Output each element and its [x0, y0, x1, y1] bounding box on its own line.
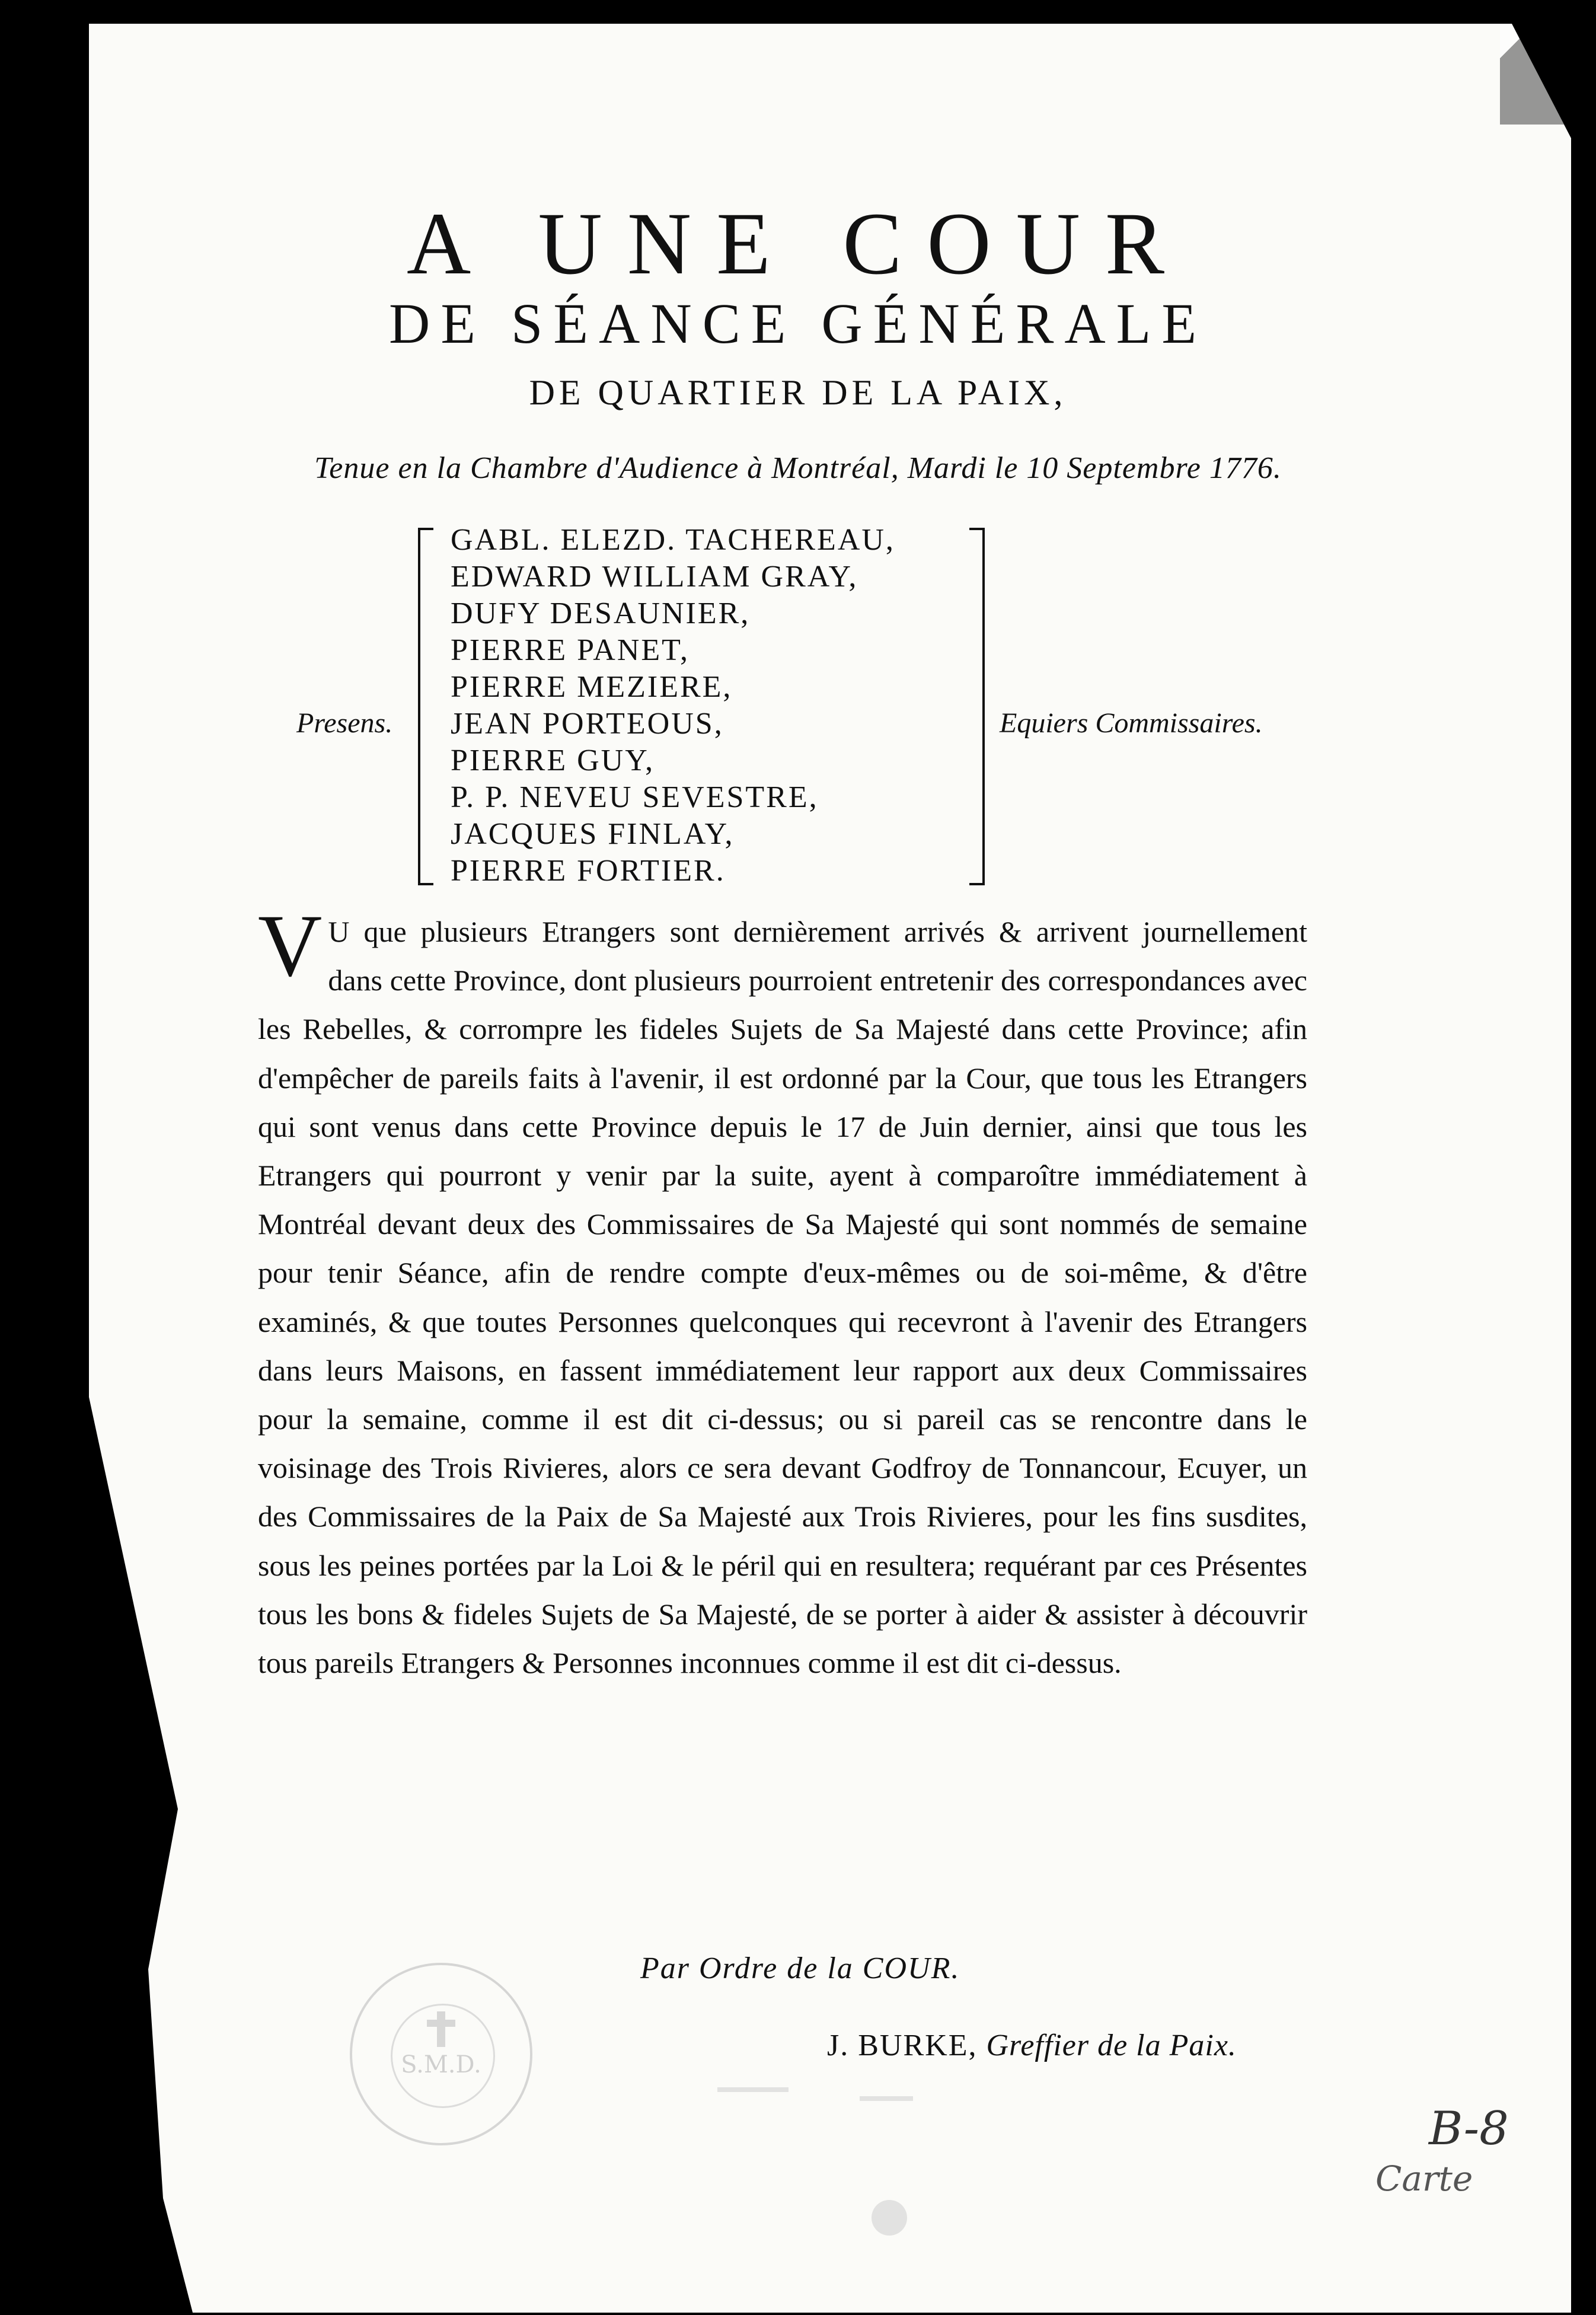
present-names-list: [451, 522, 895, 889]
signature-name: J. BURKE,: [827, 2029, 978, 2062]
present-name: PIERRE MEZIERE,: [451, 670, 733, 704]
order-line: Par Ordre de la COUR.: [640, 1952, 960, 1985]
signature-title: Greffier de la Paix.: [986, 2029, 1237, 2062]
right-bracket: [969, 528, 985, 885]
present-name: PIERRE PANET,: [451, 633, 690, 667]
catalog-note: Carte: [1375, 2158, 1473, 2199]
title-line-1: A UNE COUR: [406, 194, 1190, 293]
stamp-cross-icon: [437, 2011, 445, 2047]
ordinance-body: [258, 897, 1307, 1687]
present-name: GABL. ELEZD. TACHEREAU,: [451, 523, 895, 557]
bleed-through-mark: [860, 2096, 913, 2101]
present-name: PIERRE FORTIER.: [451, 854, 726, 888]
present-name: P. P. NEVEU SEVESTRE,: [451, 780, 819, 814]
page-corner-shadow: [1500, 24, 1571, 125]
present-name: JEAN PORTEOUS,: [451, 707, 724, 741]
bleed-through-mark: [717, 2087, 789, 2092]
drop-cap: V: [258, 897, 323, 995]
left-bracket: [418, 528, 433, 885]
bleed-through-mark: [872, 2200, 907, 2236]
present-name: DUFY DESAUNIER,: [451, 597, 751, 630]
library-stamp-icon: [350, 1963, 532, 2145]
present-name: JACQUES FINLAY,: [451, 817, 735, 851]
session-line: Tenue en la Chambre d'Audience à Montréal, Mardi le 10 Septembre 1776.: [314, 451, 1282, 485]
present-name: EDWARD WILLIAM GRAY,: [451, 560, 858, 594]
stamp-text: S.M.D.: [401, 2051, 481, 2078]
stamp-cross-bar-icon: [427, 2020, 455, 2027]
commissaires-label: Equiers Commissaires.: [1000, 707, 1263, 739]
present-block: [0, 522, 1596, 889]
title-line-3: DE QUARTIER DE LA PAIX,: [529, 373, 1067, 412]
title-line-2: DE SÉANCE GÉNÉRALE: [389, 292, 1207, 355]
presens-label: Presens.: [296, 707, 393, 739]
signature-line: [827, 2028, 1237, 2063]
present-name: PIERRE GUY,: [451, 744, 655, 777]
catalog-mark: B-8: [1429, 2102, 1509, 2155]
ordinance-text: U que plusieurs Etrangers sont dernièrement arrivés & arrivent journellement dans cette Province, dont plusieurs pourroient entretenir des correspondances avec les Rebelles, & corrompre les fideles Sujets de Sa Majesté dans cette Province; afin d'empêcher de pareils faits à l'avenir, il est ordonné par la Cour, que tous les Etrangers qui sont venus dans cette Province depuis le 17 de Juin dernier, ainsi que tous les Etrangers qui pourront y venir par la suite, ayent à comparoître immédiatement à Montréal devant deux des Commissaires de Sa Majesté qui sont nommés de semaine pour tenir Séance, afin de rendre compte d'eux-mêmes ou de soi-même, & d'être examinés, & que toutes Personnes quelconques qui recevront à l'avenir des Etrangers dans leurs Maisons, en fassent immédiatement leur rapport aux deux Commissaires pour la semaine, comme il est dit ci-dessus; ou si pareil cas se rencontre dans le voisinage des Trois Rivieres, alors ce sera devant Godfroy de Tonnancour, Ecuyer, un des Commissaires de la Paix de Sa Majesté aux Trois Rivieres, pour les fins susdites, sous les peines portées par la Loi & le péril qui en resultera; requérant par ces Présentes tous les bons & fideles Sujets de Sa Majesté, de se porter à aider & assister à découvrir tous pareils Etrangers & Personnes inconnues comme il est dit ci-dessus.: [258, 915, 1307, 1680]
